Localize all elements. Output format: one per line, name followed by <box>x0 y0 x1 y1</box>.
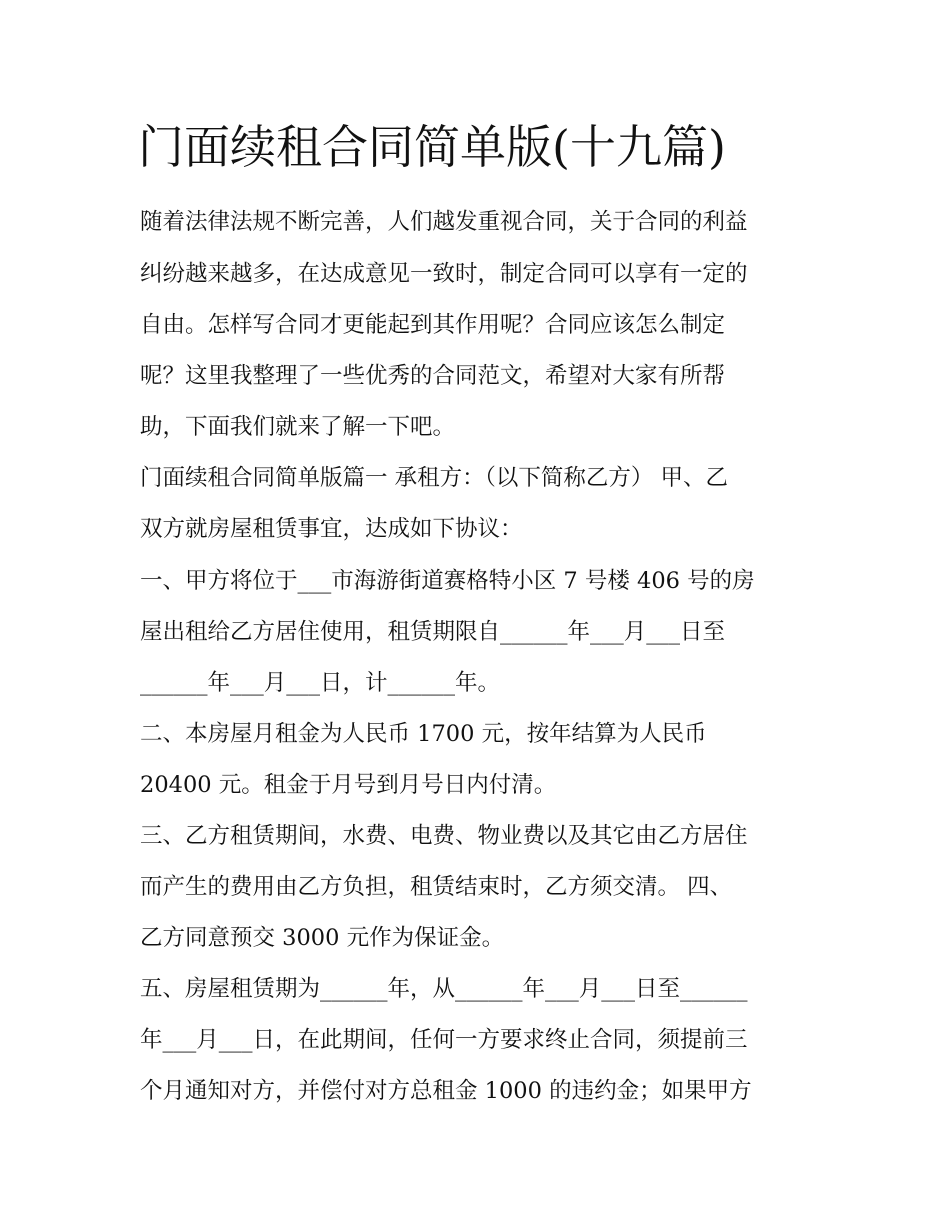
paragraph-line: 个月通知对方，并偿付对方总租金 1000 的违约金；如果甲方 <box>140 1078 752 1104</box>
paragraph-line: 门面续租合同简单版篇一 承租方：（以下简称乙方） 甲、乙 <box>140 465 729 491</box>
paragraph-line: 纠纷越来越多，在达成意见一致时，制定合同可以享有一定的 <box>140 261 748 287</box>
paragraph-line: 助，下面我们就来了解一下吧。 <box>140 414 456 440</box>
paragraph-line: 一、甲方将位于___市海游街道赛格特小区 7 号楼 406 号的房 <box>140 568 755 594</box>
paragraph-line: 随着法律法规不断完善，人们越发重视合同，关于合同的利益 <box>140 209 748 235</box>
paragraph-line: 20400 元。租金于月号到月号日内付清。 <box>140 772 557 798</box>
paragraph-line: 自由。怎样写合同才更能起到其作用呢？合同应该怎么制定 <box>140 312 726 338</box>
paragraph-line: 三、乙方租赁期间，水费、电费、物业费以及其它由乙方居住 <box>140 823 748 849</box>
paragraph-line: 五、房屋租赁期为______年，从______年___月___日至______ <box>140 976 748 1002</box>
paragraph-line: 呢？这里我整理了一些优秀的合同范文，希望对大家有所帮 <box>140 363 726 389</box>
paragraph-line: 双方就房屋租赁事宜，达成如下协议： <box>140 516 523 542</box>
paragraph-line: ______年___月___日，计______年。 <box>140 670 501 696</box>
paragraph-line: 而产生的费用由乙方负担，租赁结束时，乙方须交清。 四、 <box>140 874 733 900</box>
paragraph-line: 二、本房屋月租金为人民币 1700 元，按年结算为人民币 <box>140 721 707 747</box>
paragraph-line: 乙方同意预交 3000 元作为保证金。 <box>140 925 505 951</box>
paragraph-line: 屋出租给乙方居住使用，租赁期限自______年___月___日至 <box>140 619 726 645</box>
page-title: 门面续租合同简单版(十九篇) <box>138 120 726 174</box>
paragraph-line: 年___月___日，在此期间，任何一方要求终止合同，须提前三 <box>140 1027 748 1053</box>
